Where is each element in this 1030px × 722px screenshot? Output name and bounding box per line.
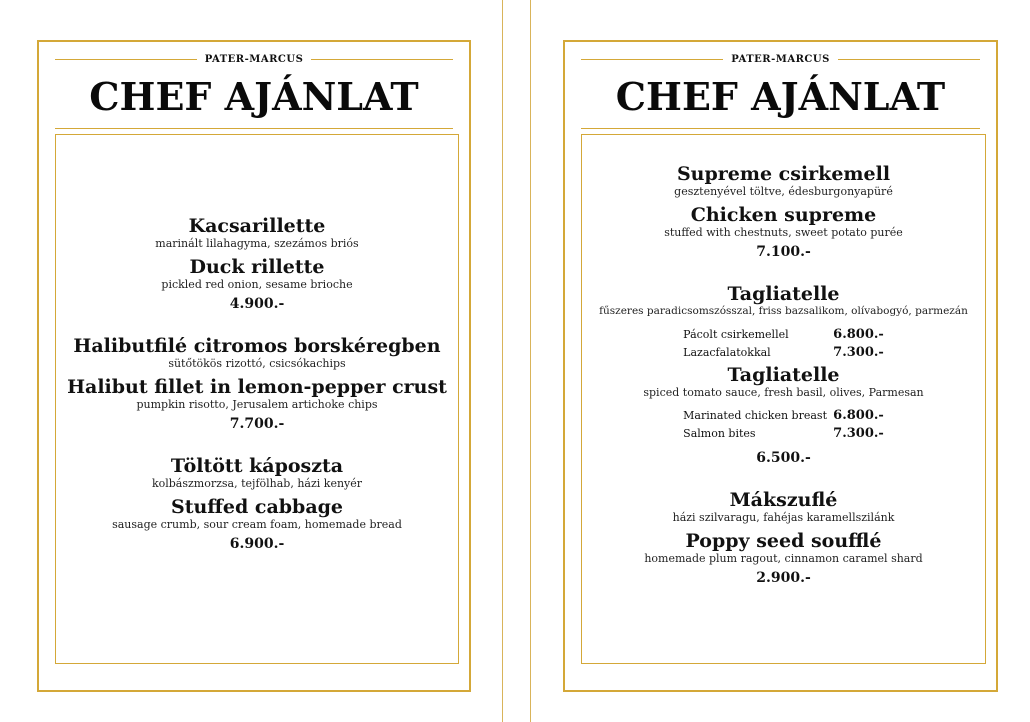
dish-name-hu: Kacsarillette (188, 215, 326, 237)
dish-name-en: Duck rillette (189, 256, 325, 278)
dish-item (582, 489, 985, 587)
brand-name: PATER-MARCUS (731, 53, 830, 65)
dish-list (56, 215, 458, 553)
menu-title: CHEF AJÁNLAT (89, 74, 419, 119)
dish-item (56, 335, 458, 433)
dish-desc-hu: gesztenyével töltve, édesburgonyapüré (674, 185, 893, 198)
dish-desc-hu: házi szilvaragu, fahéjas karamellszilánk (672, 511, 895, 524)
dish-price: 6.500.- (756, 450, 811, 466)
page-fold-line-left (502, 0, 503, 722)
dish-desc-hu: marinált lilahagyma, szezámos briós (155, 237, 359, 250)
dish-name-en: Halibut fillet in lemon-pepper crust (67, 376, 447, 398)
dish-item (56, 455, 458, 553)
option-price: 7.300.- (833, 345, 884, 360)
page-fold-line-right (530, 0, 531, 722)
dish-desc-en: spiced tomato sauce, fresh basil, olives, Parmesan (643, 386, 924, 399)
brand-rule-left (581, 59, 723, 60)
dish-price: 6.900.- (229, 536, 285, 552)
dish-price: 2.900.- (756, 570, 811, 586)
brand-rule-left (55, 59, 197, 60)
brand-rule-right (311, 59, 453, 60)
option-row (683, 326, 884, 344)
menu-header (581, 50, 980, 130)
title-rule (55, 128, 453, 129)
option-price: 6.800.- (833, 327, 884, 342)
dish-name-en: Poppy seed soufflé (685, 530, 882, 552)
option-row (683, 344, 884, 362)
dish-list (582, 163, 985, 587)
menu-frame (55, 134, 459, 664)
dish-desc-en: homemade plum ragout, cinnamon caramel shard (644, 552, 923, 565)
option-price: 7.300.- (833, 426, 884, 441)
option-label: Lazacfalatokkal (683, 346, 771, 359)
dish-name-en: Chicken supreme (690, 204, 877, 226)
dish-options-en (683, 407, 884, 443)
dish-item (582, 283, 985, 467)
menu-title: CHEF AJÁNLAT (615, 74, 946, 119)
dish-name-hu: Supreme csirkemell (676, 163, 891, 185)
menu-page-right (563, 40, 998, 692)
dish-price: 7.700.- (229, 416, 285, 432)
dish-desc-hu: fűszeres paradicsomszósszal, friss bazsalikom, olívabogyó, parmezán (599, 305, 968, 317)
menu-frame (581, 134, 986, 664)
option-label: Pácolt csirkemellel (683, 328, 789, 341)
brand-rule-right (838, 59, 980, 60)
dish-options-hu (683, 326, 884, 362)
dish-price: 7.100.- (756, 244, 811, 260)
dish-name-hu: Töltött káposzta (170, 455, 344, 477)
dish-name-en: Stuffed cabbage (170, 496, 344, 518)
dish-name-hu: Halibutfilé citromos borskéregben (73, 335, 441, 357)
menu-page-left (37, 40, 471, 692)
option-row (683, 425, 884, 443)
option-row (683, 407, 884, 425)
dish-item (56, 215, 458, 313)
option-label: Salmon bites (683, 427, 756, 440)
dish-item (582, 163, 985, 261)
option-price: 6.800.- (833, 408, 884, 423)
option-label: Marinated chicken breast (683, 409, 827, 422)
dish-name-hu: Tagliatelle (727, 283, 840, 305)
dish-name-en: Tagliatelle (727, 364, 840, 386)
brand-row (55, 50, 453, 68)
dish-desc-en: sausage crumb, sour cream foam, homemade bread (112, 518, 402, 531)
dish-desc-en: stuffed with chestnuts, sweet potato purée (664, 226, 903, 239)
menu-header (55, 50, 453, 130)
dish-name-hu: Mákszuflé (729, 489, 838, 511)
brand-row (581, 50, 980, 68)
dish-desc-en: pickled red onion, sesame brioche (161, 278, 353, 291)
dish-price: 4.900.- (229, 296, 285, 312)
brand-name: PATER-MARCUS (204, 53, 304, 65)
title-rule (581, 128, 980, 129)
dish-desc-hu: kolbászmorzsa, tejfölhab, házi kenyér (151, 477, 363, 490)
dish-desc-en: pumpkin risotto, Jerusalem artichoke chips (136, 398, 378, 411)
dish-desc-hu: sütőtökös rizottó, csicsókachips (168, 357, 346, 370)
